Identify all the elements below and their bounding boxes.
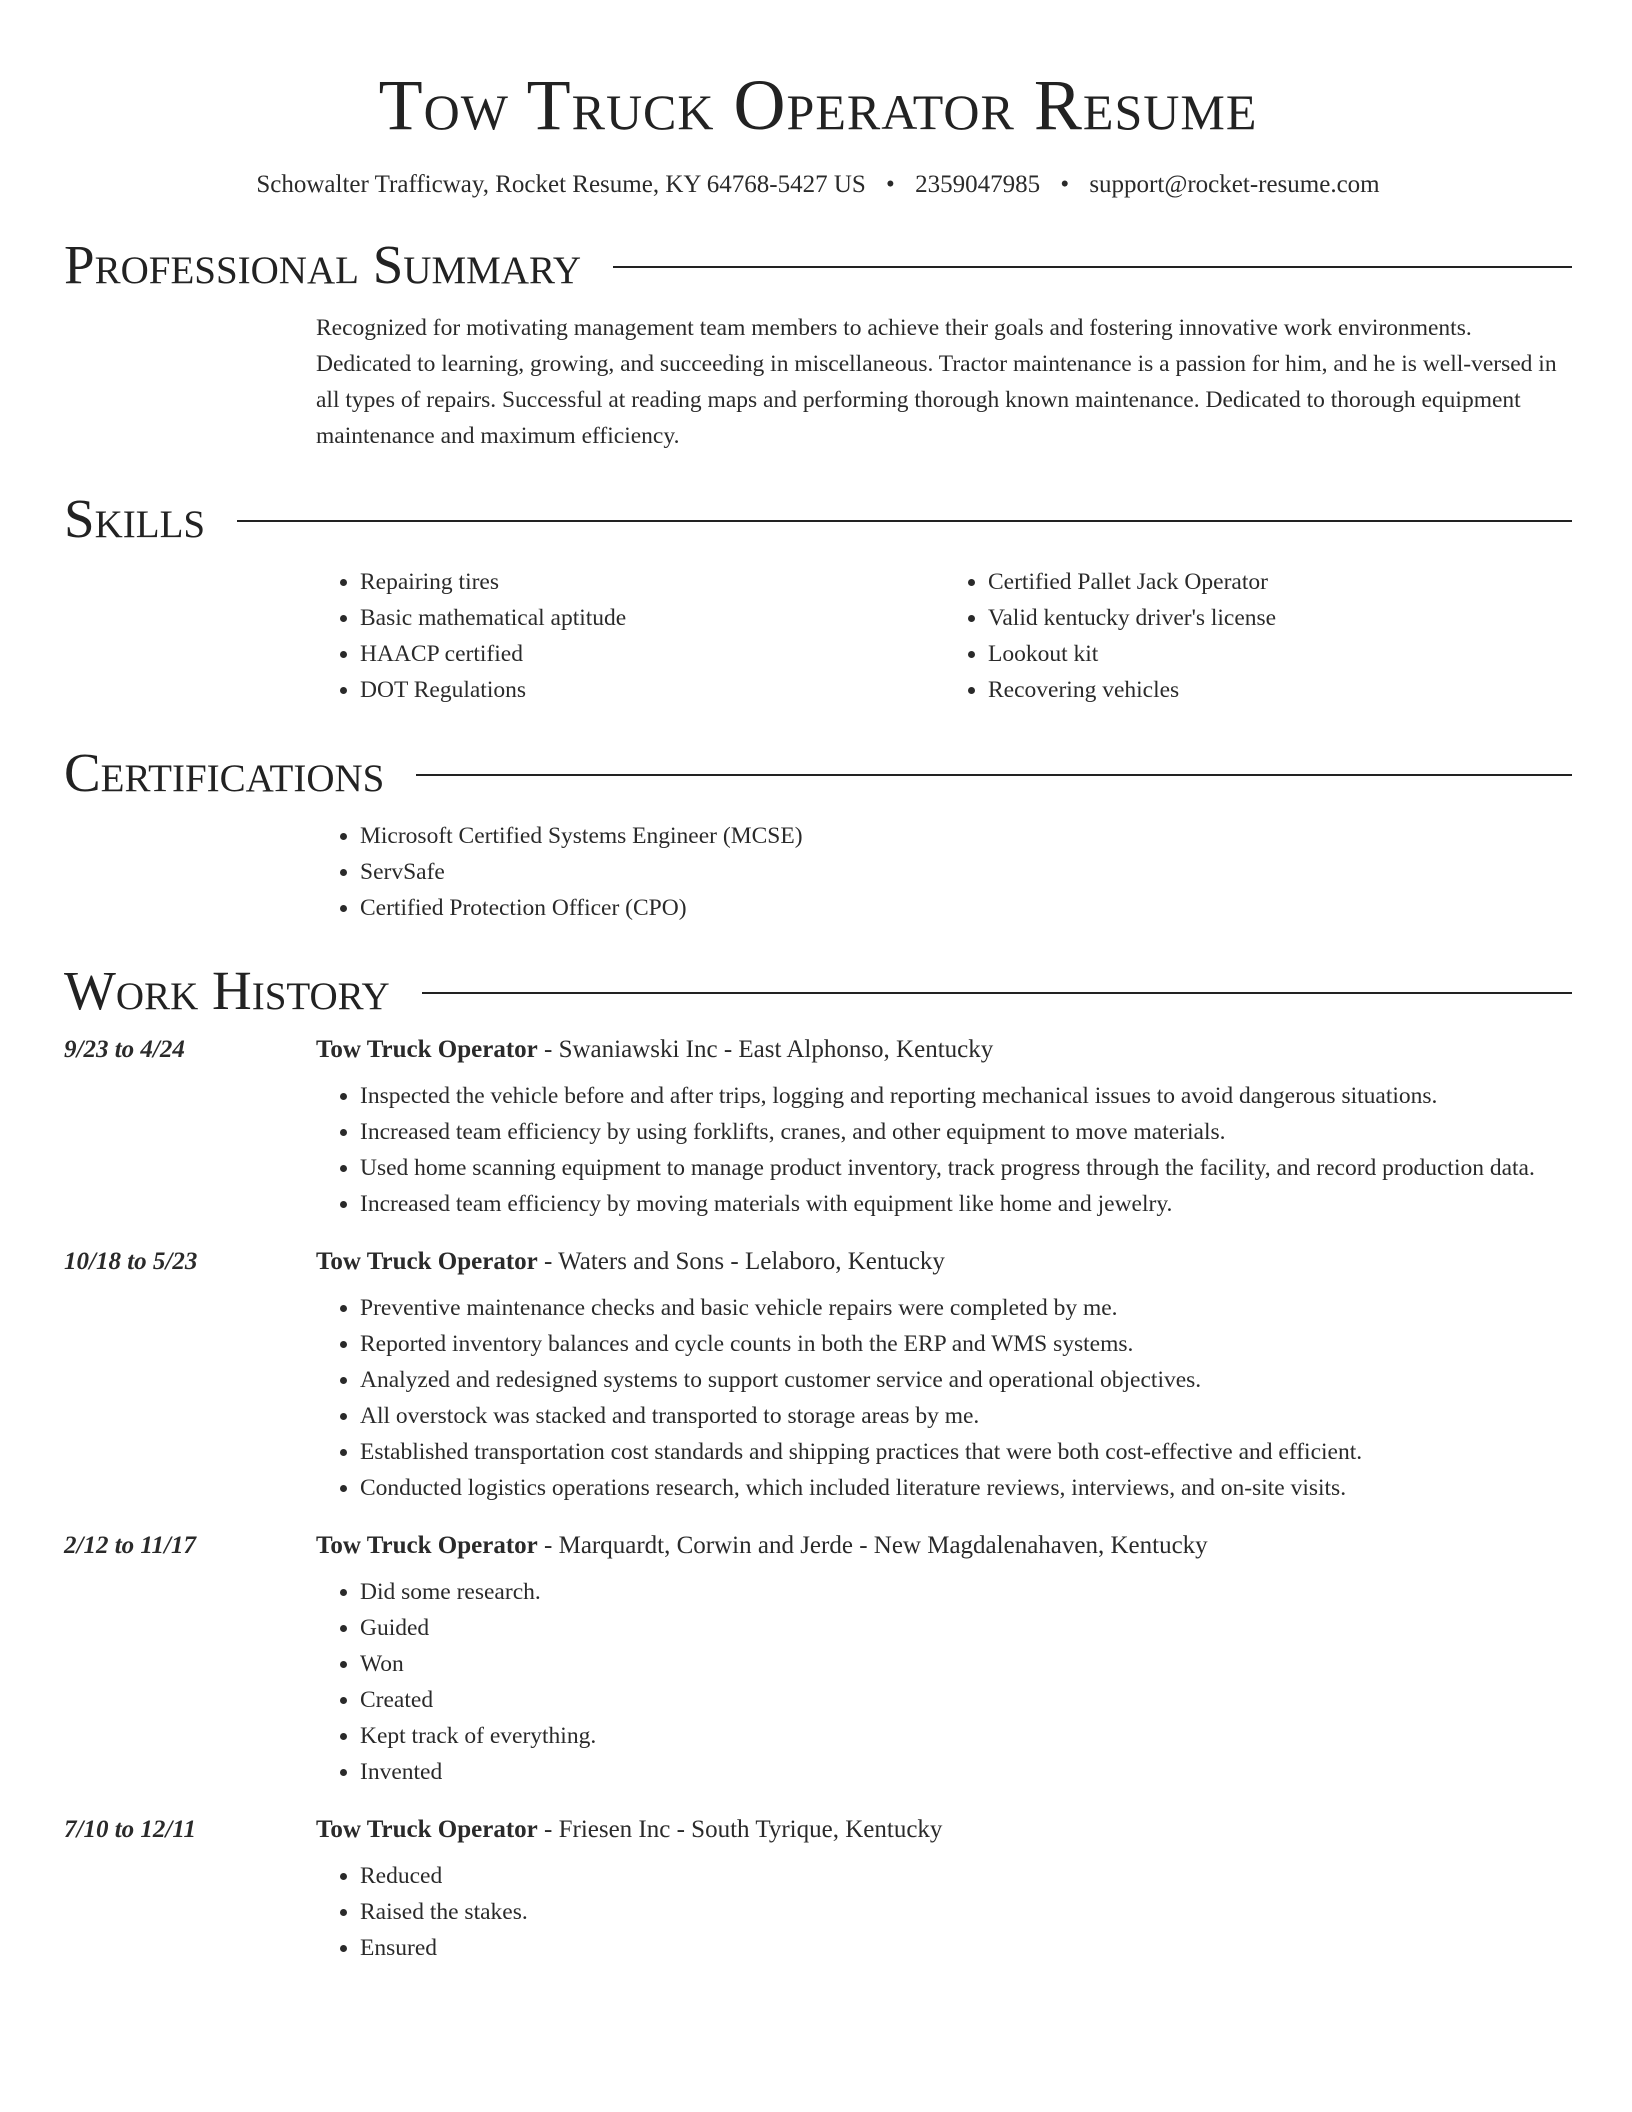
skills-list-left [316,564,944,708]
job-entry [64,1242,1572,1506]
contact-separator: • [1060,171,1070,198]
job-content [316,1526,1572,1790]
job-bullet: • Invented [360,1754,1572,1790]
section-divider [613,266,1572,268]
job-bullet: • Did some research. [360,1574,1572,1610]
resume-page [64,0,1572,1966]
job-bullet: • Guided [360,1610,1572,1646]
section-skills [64,484,1572,554]
section-heading-certifications: Certifications [64,742,385,803]
job-dates: 9/23 to 4/24 [64,1036,185,1063]
job-company: - Swaniawski Inc - East Alphonso, Kentucky [537,1036,994,1063]
job-company: - Friesen Inc - South Tyrique, Kentucky [537,1816,943,1843]
summary-text: Recognized for motivating management team members to achieve their goals and fostering innovative work environments. Dedicated to learning, growing, and succeeding in miscellaneous. Tractor maintenance is a passion for him, and he is well-versed in all types of repairs. Successful at reading maps and performing thorough known maintenance. Dedicated to thorough equipment maintenance and maximum efficiency. [316,315,1557,449]
job-dates: 7/10 to 12/11 [64,1816,196,1843]
job-heading [316,1030,1572,1070]
job-bullet: • Analyzed and redesigned systems to support customer service and operational objectives. [360,1362,1572,1398]
resume-title: Tow Truck Operator Resume [378,65,1258,145]
section-certifications [64,738,1572,808]
job-bullet: • Reduced [360,1858,1572,1894]
job-bullet: • Established transportation cost standards and shipping practices that were both cost-effective and efficient. [360,1434,1572,1470]
job-heading [316,1526,1572,1566]
job-bullets [316,1290,1572,1506]
certification-item: • Certified Protection Officer (CPO) [360,890,1572,926]
section-divider [422,992,1572,994]
job-role: Tow Truck Operator [316,1532,538,1559]
section-heading-skills: Skills [64,488,206,549]
job-company: - Waters and Sons - Lelaboro, Kentucky [537,1248,945,1275]
contact-email: support@rocket-resume.com [1089,171,1380,198]
certification-item: • ServSafe [360,854,1572,890]
section-heading-summary: Professional Summary [64,234,582,295]
job-bullet: • Used home scanning equipment to manage product inventory, track progress through the facility, and record production data. [360,1150,1572,1186]
skill-item: • Certified Pallet Jack Operator [988,564,1572,600]
job-bullet: • Ensured [360,1930,1572,1966]
job-role: Tow Truck Operator [316,1248,538,1275]
skills-list-right [944,564,1572,708]
job-entry [64,1526,1572,1790]
section-work-history [64,956,1572,1026]
skill-item: • Lookout kit [988,636,1572,672]
job-entry [64,1810,1572,1966]
certification-item: • Microsoft Certified Systems Engineer (MCSE) [360,818,1572,854]
job-bullet: • Raised the stakes. [360,1894,1572,1930]
skill-item: • Valid kentucky driver's license [988,600,1572,636]
job-content [316,1242,1572,1506]
skill-item: • Repairing tires [360,564,944,600]
job-heading [316,1810,1572,1850]
contact-line [64,170,1572,200]
job-entry [64,1030,1572,1222]
job-role: Tow Truck Operator [316,1816,538,1843]
skill-item: • HAACP certified [360,636,944,672]
section-heading-work-history: Work History [64,960,390,1021]
skill-item: • Recovering vehicles [988,672,1572,708]
contact-address: Schowalter Trafficway, Rocket Resume, KY 64768-5427 US [256,171,866,198]
job-bullet: • All overstock was stacked and transported to storage areas by me. [360,1398,1572,1434]
job-dates: 10/18 to 5/23 [64,1248,198,1275]
skill-item: • DOT Regulations [360,672,944,708]
job-heading [316,1242,1572,1282]
job-role: Tow Truck Operator [316,1036,538,1063]
section-summary [64,230,1572,300]
contact-separator: • [886,171,895,198]
job-bullet: • Reported inventory balances and cycle counts in both the ERP and WMS systems. [360,1326,1572,1362]
section-divider [416,774,1572,776]
job-bullet: • Increased team efficiency by using forklifts, cranes, and other equipment to move materials. [360,1114,1572,1150]
job-bullet: • Preventive maintenance checks and basic vehicle repairs were completed by me. [360,1290,1572,1326]
job-bullet: • Conducted logistics operations research, which included literature reviews, interviews, and on-site visits. [360,1470,1572,1506]
job-bullet: • Kept track of everything. [360,1718,1572,1754]
job-content [316,1810,1572,1966]
job-bullet: • Created [360,1682,1572,1718]
job-bullets [316,1574,1572,1790]
skills-columns [316,564,1572,708]
job-content [316,1030,1572,1222]
certifications-block [316,818,1572,926]
job-company: - Marquardt, Corwin and Jerde - New Magdalenahaven, Kentucky [537,1532,1208,1559]
job-bullets [316,1858,1572,1966]
job-bullet: • Increased team efficiency by moving materials with equipment like home and jewelry. [360,1186,1572,1222]
job-bullet: • Inspected the vehicle before and after trips, logging and reporting mechanical issues to avoid dangerous situations. [360,1078,1572,1114]
job-dates: 2/12 to 11/17 [64,1532,196,1559]
skill-item: • Basic mathematical aptitude [360,600,944,636]
contact-phone: 2359047985 [915,171,1041,198]
section-divider [237,520,1572,522]
job-bullet: • Won [360,1646,1572,1682]
certifications-list [316,818,1572,926]
job-bullets [316,1078,1572,1222]
